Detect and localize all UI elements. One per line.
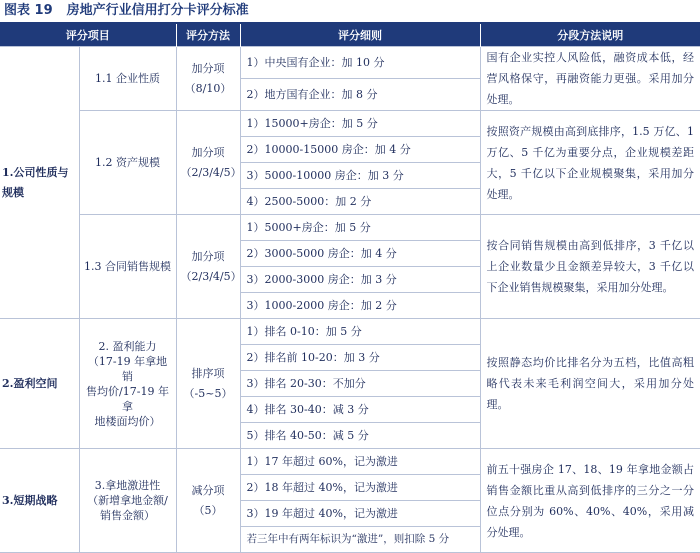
category-2: 2.盈利空间: [0, 319, 79, 449]
detail-line: 4）2500-5000：加 2 分: [240, 189, 480, 215]
category-3: 3.短期战略: [0, 449, 79, 553]
item-method: 加分项 （8/10）: [176, 47, 240, 111]
item-name: 1.2 资产规模: [79, 111, 176, 215]
item-name: 3.拿地激进性 （新增拿地金额/ 销售金额）: [79, 449, 176, 553]
detail-note: 若三年中有两年标识为“激进”，则扣除 5 分: [240, 527, 480, 553]
header-explanation: 分段方法说明: [480, 24, 700, 47]
table-row: [0, 449, 700, 475]
detail-line: 1）排名 0-10：加 5 分: [240, 319, 480, 345]
item-method: 排序项 （-5~5）: [176, 319, 240, 449]
detail-line: 1）5000+房企：加 5 分: [240, 215, 480, 241]
category-1: 1.公司性质与规模: [0, 47, 79, 319]
detail-line: 3）19 年超过 40%，记为激进: [240, 501, 480, 527]
item-name: 1.1 企业性质: [79, 47, 176, 111]
detail-line: 2）18 年超过 40%，记为激进: [240, 475, 480, 501]
item-method: 加分项 （2/3/4/5）: [176, 111, 240, 215]
detail-line: 3）排名 20-30：不加分: [240, 371, 480, 397]
figure-number: 图表 19: [4, 3, 53, 18]
scorecard-table: [0, 24, 700, 553]
table-row: [0, 47, 700, 79]
detail-line: 2）地方国有企业：加 8 分: [240, 79, 480, 111]
item-explanation: 前五十强房企 17、18、19 年拿地金额占销售金额比重从高到低排序的三分之一分位点分别为 60%、40%、40%，采用减分处理。: [480, 449, 700, 553]
detail-line: 3）5000-10000 房企：加 3 分: [240, 163, 480, 189]
item-name: 2. 盈利能力 （17-19 年拿地销 售均价/17-19 年拿 地楼面均价）: [79, 319, 176, 449]
item-method: 加分项 （2/3/4/5）: [176, 215, 240, 319]
figure-title: [0, 0, 700, 24]
detail-line: 3）1000-2000 房企：加 2 分: [240, 293, 480, 319]
item-explanation: 按合同销售规模由高到低排序，3 千亿以上企业数量少且金额差异较大，3 千亿以下企业销售规模聚集，采用加分处理。: [480, 215, 700, 319]
header-row: [0, 24, 700, 47]
detail-line: 4）排名 30-40：减 3 分: [240, 397, 480, 423]
detail-line: 2）排名前 10-20：加 3 分: [240, 345, 480, 371]
detail-line: 1）17 年超过 60%，记为激进: [240, 449, 480, 475]
table-row: [0, 111, 700, 137]
detail-line: 1）15000+房企：加 5 分: [240, 111, 480, 137]
detail-line: 3）2000-3000 房企：加 3 分: [240, 267, 480, 293]
table-row: [0, 215, 700, 241]
detail-line: 2）10000-15000 房企：加 4 分: [240, 137, 480, 163]
item-explanation: 按照静态均价比排名分为五档，比值高粗略代表未来毛利润空间大，采用加分处理。: [480, 319, 700, 449]
table-row: [0, 319, 700, 345]
item-explanation: 国有企业实控人风险低，融资成本低，经营风格保守，再融资能力更强。采用加分处理。: [480, 47, 700, 111]
figure-caption: 房地产行业信用打分卡评分标准: [66, 3, 249, 18]
item-explanation: 按照资产规模由高到底排序，1.5 万亿、1 万亿、5 千亿为重要分点，企业规模差距大，5 千亿以下企业规模聚集，采用加分处理。: [480, 111, 700, 215]
header-method: 评分方法: [176, 24, 240, 47]
detail-line: 1）中央国有企业：加 10 分: [240, 47, 480, 79]
detail-line: 2）3000-5000 房企：加 4 分: [240, 241, 480, 267]
item-name: 1.3 合同销售规模: [79, 215, 176, 319]
header-item: 评分项目: [0, 24, 176, 47]
header-details: 评分细则: [240, 24, 480, 47]
item-method: 减分项 （5）: [176, 449, 240, 553]
detail-line: 5）排名 40-50：减 5 分: [240, 423, 480, 449]
